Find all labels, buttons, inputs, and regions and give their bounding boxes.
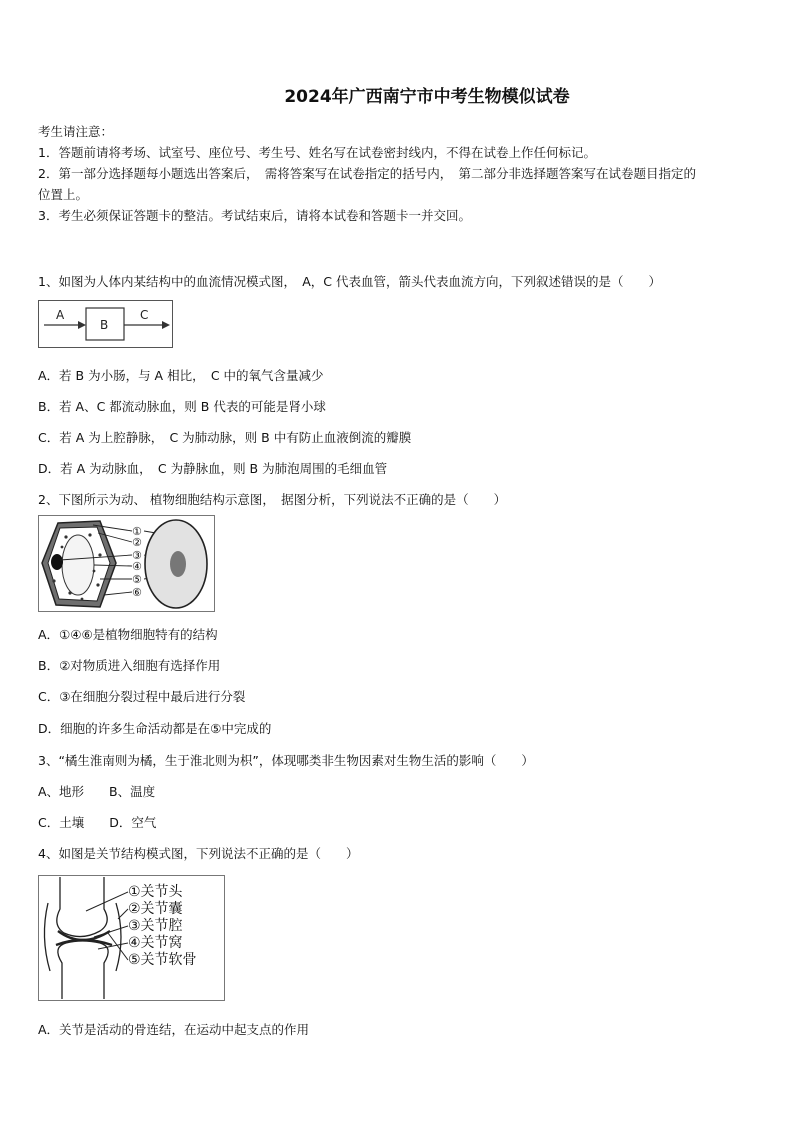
label-4: ④ [132,560,142,573]
label-5: ⑤ [132,573,142,586]
label-b: B [100,318,109,332]
question-1-option-b: B．若 A、C 都流动脉血，则 B 代表的可能是肾小球 [38,399,326,414]
upper-bone [57,877,107,937]
question-4-stem: 4、如图是关节结构模式图，下列说法不正确的是（ ） [38,846,359,861]
question-2-option-d: D．细胞的许多生命活动都是在⑤中完成的 [38,721,272,736]
joint-label-5: ⑤关节软骨 [128,952,197,968]
plant-vacuole [62,535,94,595]
joint-label-4: ④关节窝 [128,935,183,951]
label-1: ① [132,525,142,538]
label-a: A [56,308,65,322]
cell-structure-diagram [38,515,216,613]
page-title: 2024年广西南宁市中考生物模似试卷 [284,87,570,107]
notice-item: 2．第一部分选择题每小题选出答案后， 需将答案写在试卷指定的括号内， 第二部分非选择题答案写在试卷题目指定的 [38,166,696,181]
question-3-options-ab: A、地形 B、温度 [38,784,156,799]
question-3-stem: 3、“橘生淮南则为橘，生于淮北则为枳”，体现哪类非生物因素对生物生活的影响（ ） [38,753,534,768]
question-4-option-a: A．关节是活动的骨连结，在运动中起支点的作用 [38,1022,310,1037]
question-3-options-cd: C．土壤 D．空气 [38,815,157,830]
joint-label-1: ①关节头 [128,884,183,900]
label-2: ② [132,536,142,549]
lower-bone [58,941,108,999]
blood-flow-diagram [38,300,174,350]
notice-item: 1．答题前请将考场、试室号、座位号、考生号、姓名写在试卷密封线内，不得在试卷上作任何标记。 [38,145,596,160]
question-2-option-c: C．③在细胞分裂过程中最后进行分裂 [38,689,246,704]
label-3: ③ [132,549,142,562]
joint-label-2: ②关节囊 [128,901,183,917]
notice-item: 位置上。 [38,187,89,202]
notice-heading: 考生请注意： [38,124,114,139]
notice-item: 3．考生必须保证答题卡的整洁。考试结束后，请将本试卷和答题卡一并交回。 [38,208,471,223]
animal-nucleus [170,551,186,577]
joint-label-3: ③关节腔 [128,918,183,934]
question-1-stem: 1、如图为人体内某结构中的血流情况模式图， A，C 代表血管，箭头代表血流方向，下列叙述错误的是（ ） [38,274,661,289]
joint-structure-diagram [38,875,226,1002]
question-2-option-a: A．①④⑥是植物细胞特有的结构 [38,627,218,642]
label-6: ⑥ [132,586,142,599]
question-2-option-b: B．②对物质进入细胞有选择作用 [38,658,221,673]
question-2-stem: 2、下图所示为动、 植物细胞结构示意图， 据图分析，下列说法不正确的是（ ） [38,492,507,507]
plant-nucleus [51,554,63,570]
question-1-option-c: C．若 A 为上腔静脉， C 为肺动脉，则 B 中有防止血液倒流的瓣膜 [38,430,412,445]
question-1-option-d: D．若 A 为动脉血， C 为静脉血，则 B 为肺泡周围的毛细血管 [38,461,388,476]
question-1-option-a: A．若 B 为小肠，与 A 相比， C 中的氧气含量减少 [38,368,324,383]
label-c: C [140,308,149,322]
